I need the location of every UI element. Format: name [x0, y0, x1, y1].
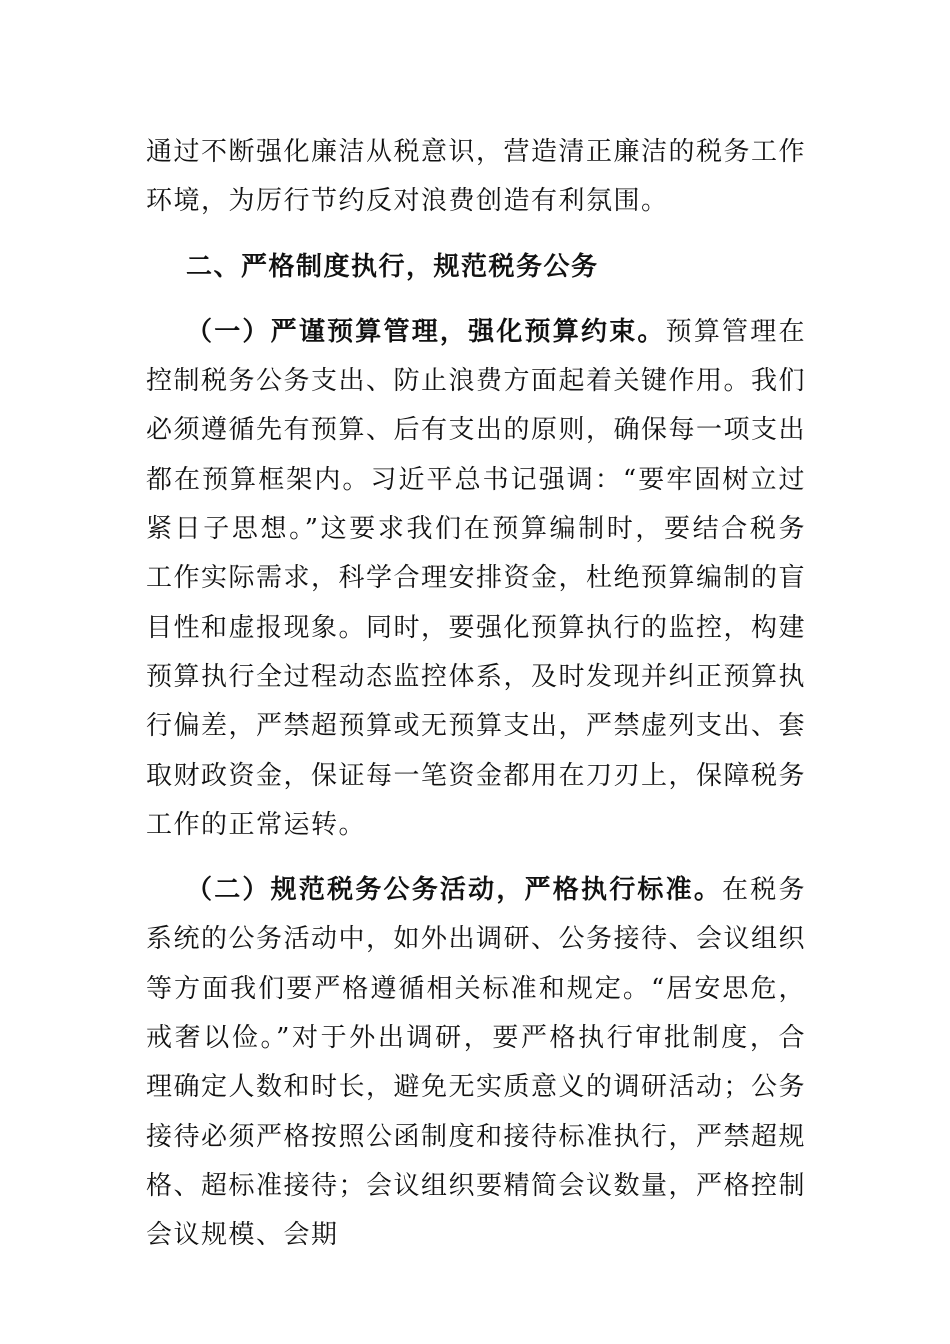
- paragraph-lead: （一）严谨预算管理，强化预算约束。: [186, 316, 666, 347]
- paragraph-budget: [146, 308, 806, 850]
- document-body: [146, 128, 806, 1261]
- paragraph-text: 在税务系统的公务活动中，如外出调研、公务接待、会议组织等方面我们要严格遵循相关标准和规定。“居安思危，戒奢以俭。”对于外出调研，要严格执行审批制度，合理确定人数和时长，避免无实质意义的调研活动；公务接待必须严格按照公函制度和接待标准执行，严禁超规格、超标准接待；会议组织要精简会议数量，严格控制会议规模、会期: [146, 875, 807, 1251]
- paragraph-official-activities: [146, 866, 806, 1260]
- section-heading: 二、严格制度执行，规范税务公务: [186, 251, 599, 282]
- paragraph-text: 预算管理在控制税务公务支出、防止浪费方面起着关键作用。我们必须遵循先有预算、后有支出的原则，确保每一项支出都在预算框架内。习近平总书记强调：“要牢固树立过紧日子思想。”这要求我们在预算编制时，要结合税务工作实际需求，科学合理安排资金，杜绝预算编制的盲目性和虚报现象。同时，要强化预算执行的监控，构建预算执行全过程动态监控体系，及时发现并纠正预算执行偏差，严禁超预算或无预算支出，严禁虚列支出、套取财政资金，保证每一笔资金都用在刀刃上，保障税务工作的正常运转。: [146, 316, 807, 840]
- continued-paragraph: 通过不断强化廉洁从税意识，营造清正廉洁的税务工作环境，为厉行节约反对浪费创造有利氛围。: [146, 137, 807, 217]
- paragraph-lead: （二）规范税务公务活动，严格执行标准。: [186, 875, 723, 906]
